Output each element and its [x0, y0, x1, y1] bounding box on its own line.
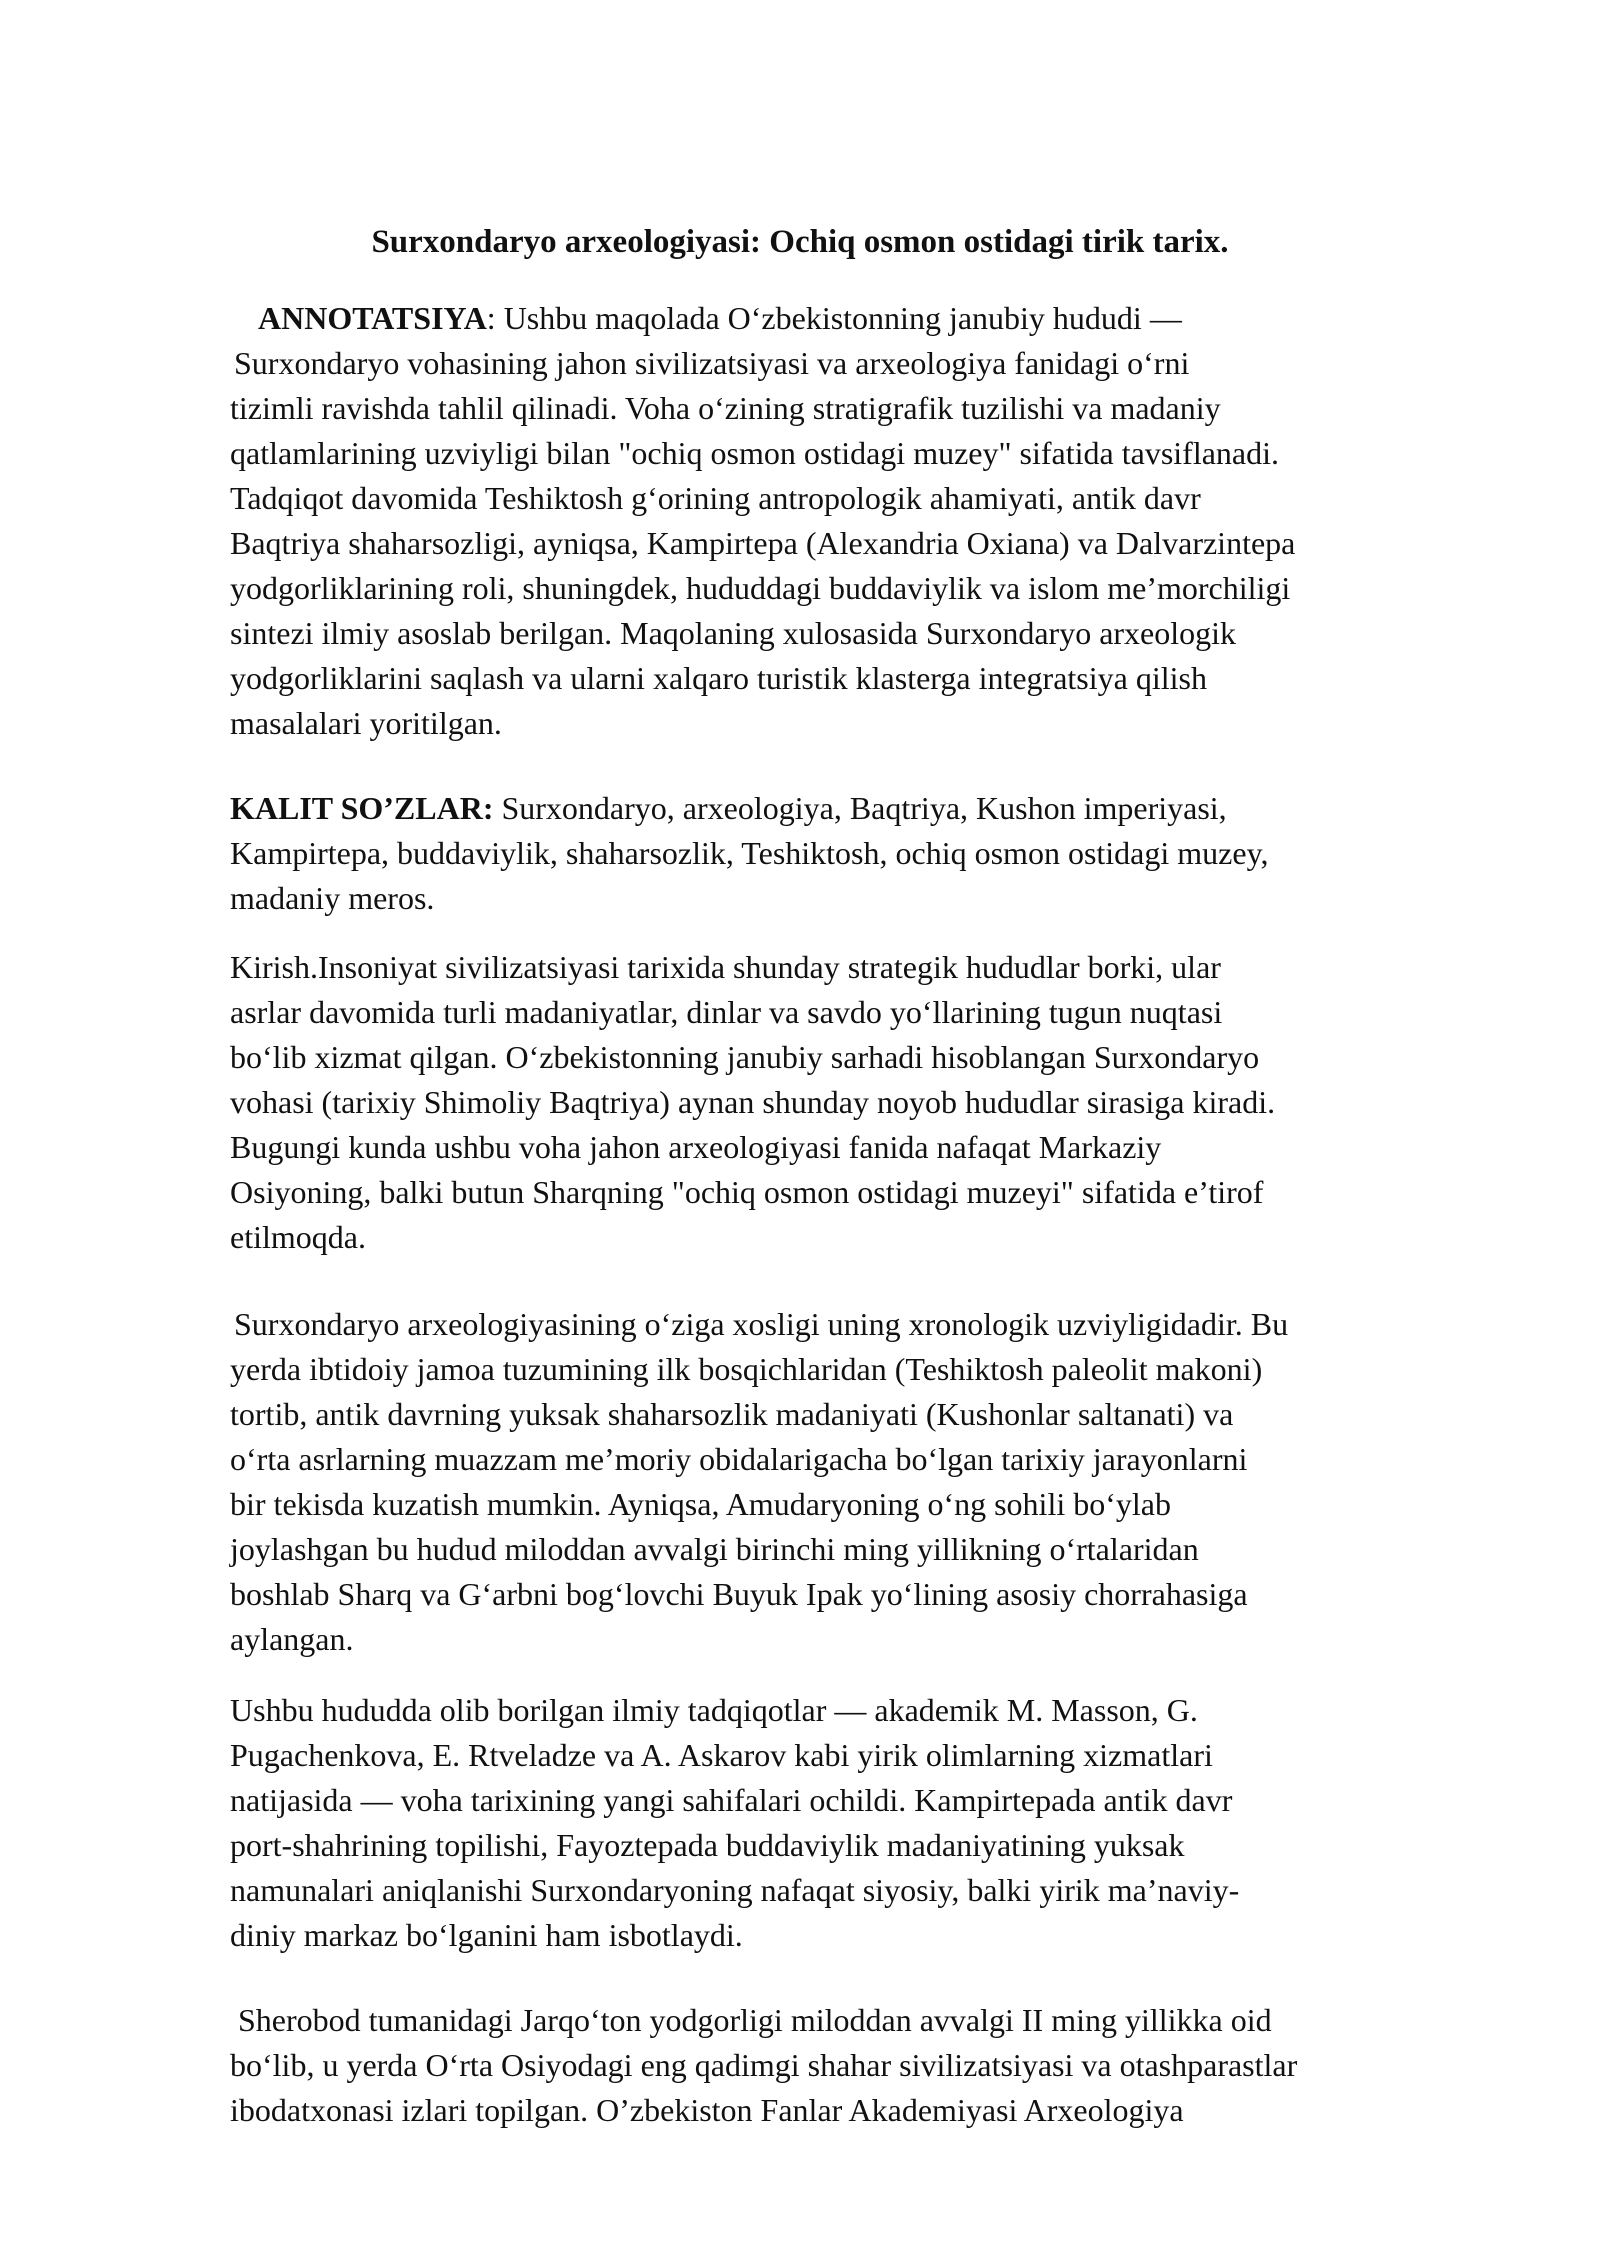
- intro-line: etilmoqda.: [230, 1219, 366, 1255]
- body-line: yerda ibtidoiy jamoa tuzumining ilk bosqichlaridan (Teshiktosh paleolit makoni): [230, 1351, 1263, 1387]
- intro-line: Bugungi kunda ushbu voha jahon arxeologiyasi fanida nafaqat Markaziy: [230, 1129, 1162, 1165]
- body-line: Pugachenkova, E. Rtveladze va A. Askarov kabi yirik olimlarning xizmatlari: [230, 1737, 1213, 1773]
- body-line: aylangan.: [230, 1621, 354, 1657]
- body-paragraph-3: [230, 1688, 1500, 1958]
- body-line: boshlab Sharq va G‘arbni bog‘lovchi Buyuk Ipak yo‘lining asosiy chorrahasiga: [230, 1576, 1248, 1612]
- body-line: joylashgan bu hudud miloddan avvalgi birinchi ming yillikning o‘rtalaridan: [230, 1531, 1199, 1567]
- body-line: Surxondaryo arxeologiyasining o‘ziga xosligi uning xronologik uzviyligidadir. Bu: [234, 1306, 1289, 1342]
- article-title: Surxondaryo arxeologiyasi: Ochiq osmon ostidagi tirik tarix.: [371, 224, 1229, 260]
- intro-line: bo‘lib xizmat qilgan. O‘zbekistonning janubiy sarhadi hisoblangan Surxondaryo: [230, 1039, 1260, 1075]
- keywords-line: madaniy meros.: [230, 880, 435, 916]
- keywords-label: KALIT SO’ZLAR:: [230, 790, 494, 826]
- body-paragraph-4: [230, 1998, 1500, 2133]
- abstract-line: sintezi ilmiy asoslab berilgan. Maqolaning xulosasida Surxondaryo arxeologik: [230, 615, 1237, 651]
- body-line: Ushbu hududda olib borilgan ilmiy tadqiqotlar — akademik M. Masson, G.: [230, 1692, 1198, 1728]
- body-line: port-shahrining topilishi, Fayoztepada buddaviylik madaniyatining yuksak: [230, 1827, 1185, 1863]
- abstract-line: masalalari yoritilgan.: [230, 705, 502, 741]
- abstract-line: Surxondaryo vohasining jahon sivilizatsiyasi va arxeologiya fanidagi o‘rni: [234, 345, 1190, 381]
- abstract-line: yodgorliklarini saqlash va ularni xalqaro turistik klasterga integratsiya qilish: [230, 660, 1207, 696]
- abstract-paragraph: [230, 296, 1500, 746]
- body-line: tortib, antik davrning yuksak shaharsozlik madaniyati (Kushonlar saltanati) va: [230, 1396, 1234, 1432]
- intro-line: vohasi (tarixiy Shimoliy Baqtriya) aynan shunday noyob hududlar sirasiga kiradi.: [230, 1084, 1276, 1120]
- body-line: o‘rta asrlarning muazzam me’moriy obidalarigacha bo‘lgan tarixiy jarayonlarni: [230, 1441, 1248, 1477]
- abstract-line: Baqtriya shaharsozligi, ayniqsa, Kampirtepa (Alexandria Oxiana) va Dalvarzintepa: [230, 525, 1296, 561]
- abstract-line: [230, 296, 1500, 341]
- body-line: natijasida — voha tarixining yangi sahifalari ochildi. Kampirtepada antik davr: [230, 1782, 1233, 1818]
- body-line: bir tekisda kuzatish mumkin. Ayniqsa, Amudaryoning o‘ng sohili bo‘ylab: [230, 1486, 1171, 1522]
- body-line: Sherobod tumanidagi Jarqo‘ton yodgorligi miloddan avvalgi II ming yillikka oid: [230, 2002, 1272, 2038]
- body-line: diniy markaz bo‘lganini ham isbotlaydi.: [230, 1917, 743, 1953]
- abstract-line: yodgorliklarining roli, shuningdek, hududdagi buddaviylik va islom me’morchiligi: [230, 570, 1291, 606]
- abstract-label: ANNOTATSIYA: [258, 300, 487, 336]
- body-line: namunalari aniqlanishi Surxondaryoning nafaqat siyosiy, balki yirik ma’naviy-: [230, 1872, 1240, 1908]
- keywords-line: Kampirtepa, buddaviylik, shaharsozlik, Teshiktosh, ochiq osmon ostidagi muzey,: [230, 835, 1269, 871]
- abstract-text: : Ushbu maqolada O‘zbekistonning janubiy hududi —: [486, 300, 1182, 336]
- abstract-line: tizimli ravishda tahlil qilinadi. Voha o‘zining stratigrafik tuzilishi va madaniy: [230, 390, 1221, 426]
- abstract-line: Tadqiqot davomida Teshiktosh g‘orining antropologik ahamiyati, antik davr: [230, 480, 1201, 516]
- body-line: bo‘lib, u yerda O‘rta Osiyodagi eng qadimgi shahar sivilizatsiyasi va otashparastlar: [230, 2047, 1298, 2083]
- abstract-line: qatlamlarining uzviyligi bilan "ochiq osmon ostidagi muzey" sifatida tavsiflanadi.: [230, 435, 1280, 471]
- intro-line: Osiyoning, balki butun Sharqning "ochiq osmon ostidagi muzeyi" sifatida e’tirof: [230, 1174, 1264, 1210]
- keywords-paragraph: [230, 786, 1500, 921]
- keywords-line: [230, 786, 1500, 831]
- intro-line: Kirish.Insoniyat sivilizatsiyasi tarixida shunday strategik hududlar borki, ular: [230, 949, 1221, 985]
- keywords-text: Surxondaryo, arxeologiya, Baqtriya, Kushon imperiyasi,: [493, 790, 1227, 826]
- intro-line: asrlar davomida turli madaniyatlar, dinlar va savdo yo‘llarining tugun nuqtasi: [230, 994, 1223, 1030]
- body-paragraph-2: [230, 1302, 1500, 1662]
- intro-paragraph: [230, 945, 1500, 1260]
- body-line: ibodatxonasi izlari topilgan. O’zbekiston Fanlar Akademiyasi Arxeologiya: [230, 2092, 1184, 2128]
